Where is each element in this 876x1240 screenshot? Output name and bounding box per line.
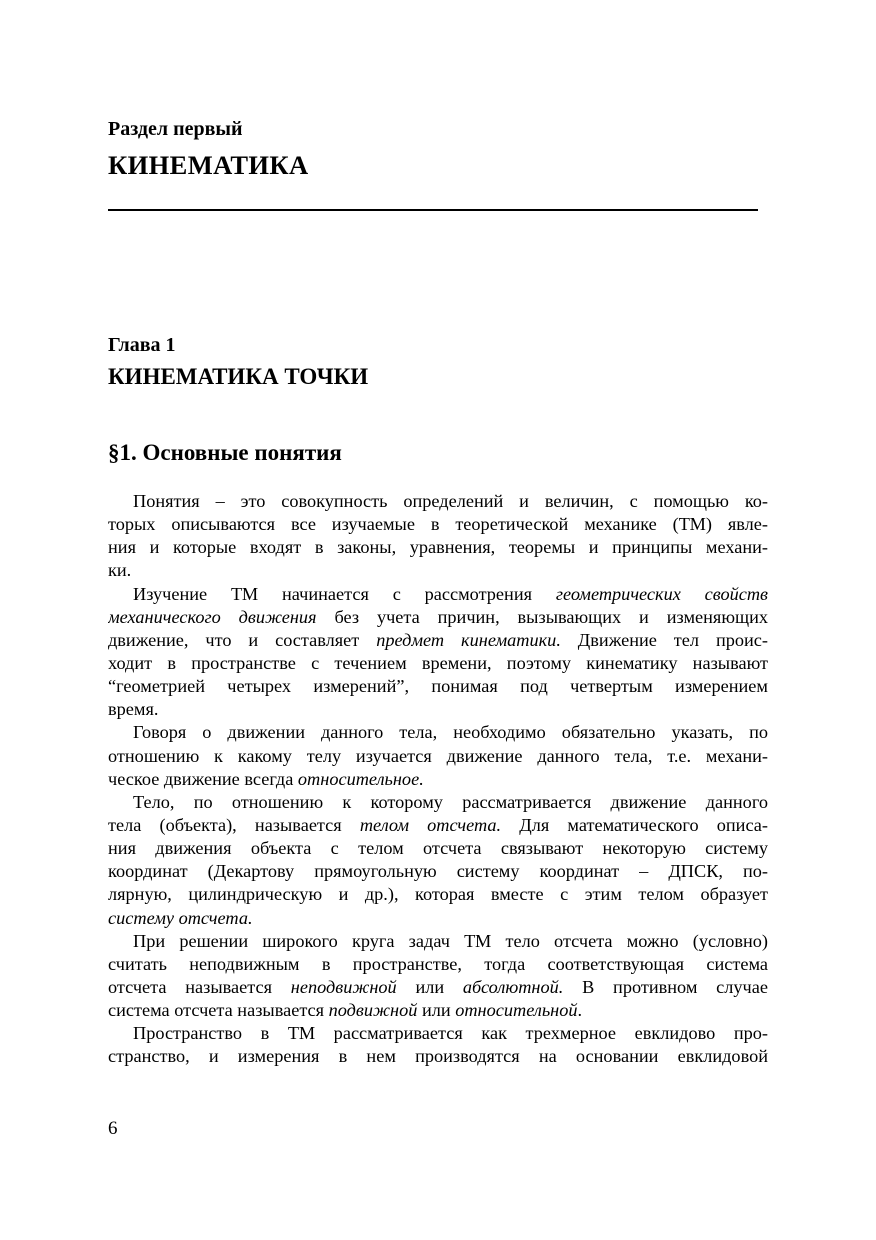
text-line: “геометрией четырех измерений”, понимая под четвертым измерением — [108, 676, 768, 697]
text-line — [108, 907, 768, 930]
emphasis: геометрических свойств — [555, 583, 768, 604]
body-text — [108, 490, 768, 1069]
emphasis: подвижной — [328, 1000, 418, 1021]
text-line: движение, что и составляет предмет кинематики. Движение тел проис- — [108, 629, 768, 650]
text-line: Тело, по отношению к которому рассматривается движение данного — [133, 791, 768, 812]
chapter-label: Глава 1 — [108, 334, 176, 356]
text-line: Говоря о движении данного тела, необходимо обязательно указать, по — [133, 722, 768, 743]
emphasis: абсолютной. — [462, 976, 564, 997]
text-line: ния и которые входят в законы, уравнения, теоремы и принципы механи- — [108, 537, 768, 558]
page-number: 6 — [108, 1118, 118, 1139]
paragraph-heading: §1. Основные понятия — [108, 440, 342, 465]
text-line: Понятия – это совокупность определений и величин, с помощью ко- — [133, 491, 768, 511]
text-line: тела (объекта), называется телом отсчета. Для математического описа- — [108, 814, 768, 835]
text-line: Изучение ТМ начинается с рассмотрения геометрических свойств — [133, 583, 768, 604]
text-line: странство, и измерения в нем производятся на основании евклидовой — [108, 1046, 768, 1067]
text-line: торых описываются все изучаемые в теоретической механике (ТМ) явле- — [108, 514, 768, 535]
text-line: лярную, цилиндрическую и др.), которая вместе с этим телом образует — [108, 884, 768, 905]
text-line: отношению к какому телу изучается движение данного тела, т.е. механи- — [108, 745, 768, 766]
text-line: система отсчета называется подвижной или относительной. — [108, 1000, 583, 1021]
part-divider-rule — [108, 209, 758, 211]
text-line: Пространство в ТМ рассматривается как трехмерное евклидово про- — [133, 1023, 768, 1044]
emphasis: относительной — [455, 1000, 578, 1021]
emphasis: механического движения — [108, 606, 317, 627]
emphasis: относительное. — [297, 768, 424, 789]
text-line: ния движения объекта с телом отсчета связывают некоторую систему — [108, 838, 768, 859]
text-line: отсчета называется неподвижной или абсолютной. В противном случае — [108, 976, 768, 997]
emphasis: телом отсчета. — [359, 814, 502, 835]
chapter-title: КИНЕМАТИКА ТОЧКИ — [108, 364, 369, 389]
text-line: считать неподвижным в пространстве, тогда соответствующая система — [108, 953, 768, 974]
part-label: Раздел первый — [108, 118, 243, 140]
part-title: КИНЕМАТИКА — [108, 150, 309, 180]
text-line: ходит в пространстве с течением времени, поэтому кинематику называют — [108, 652, 768, 673]
emphasis: предмет кинематики. — [376, 629, 561, 650]
text-line: При решении широкого круга задач ТМ тело отсчета можно (условно) — [133, 930, 768, 951]
text-line: координат (Декартову прямоугольную систему координат – ДПСК, по- — [108, 861, 768, 882]
emphasis: неподвижной — [290, 976, 397, 997]
emphasis: систему отсчета. — [108, 907, 253, 928]
text-line: ческое движение всегда относительное. — [108, 768, 424, 789]
text-line: время. — [108, 699, 159, 720]
text-line: ки. — [108, 560, 132, 581]
text-line: механического движения без учета причин, вызывающих и изменяющих — [108, 606, 768, 627]
